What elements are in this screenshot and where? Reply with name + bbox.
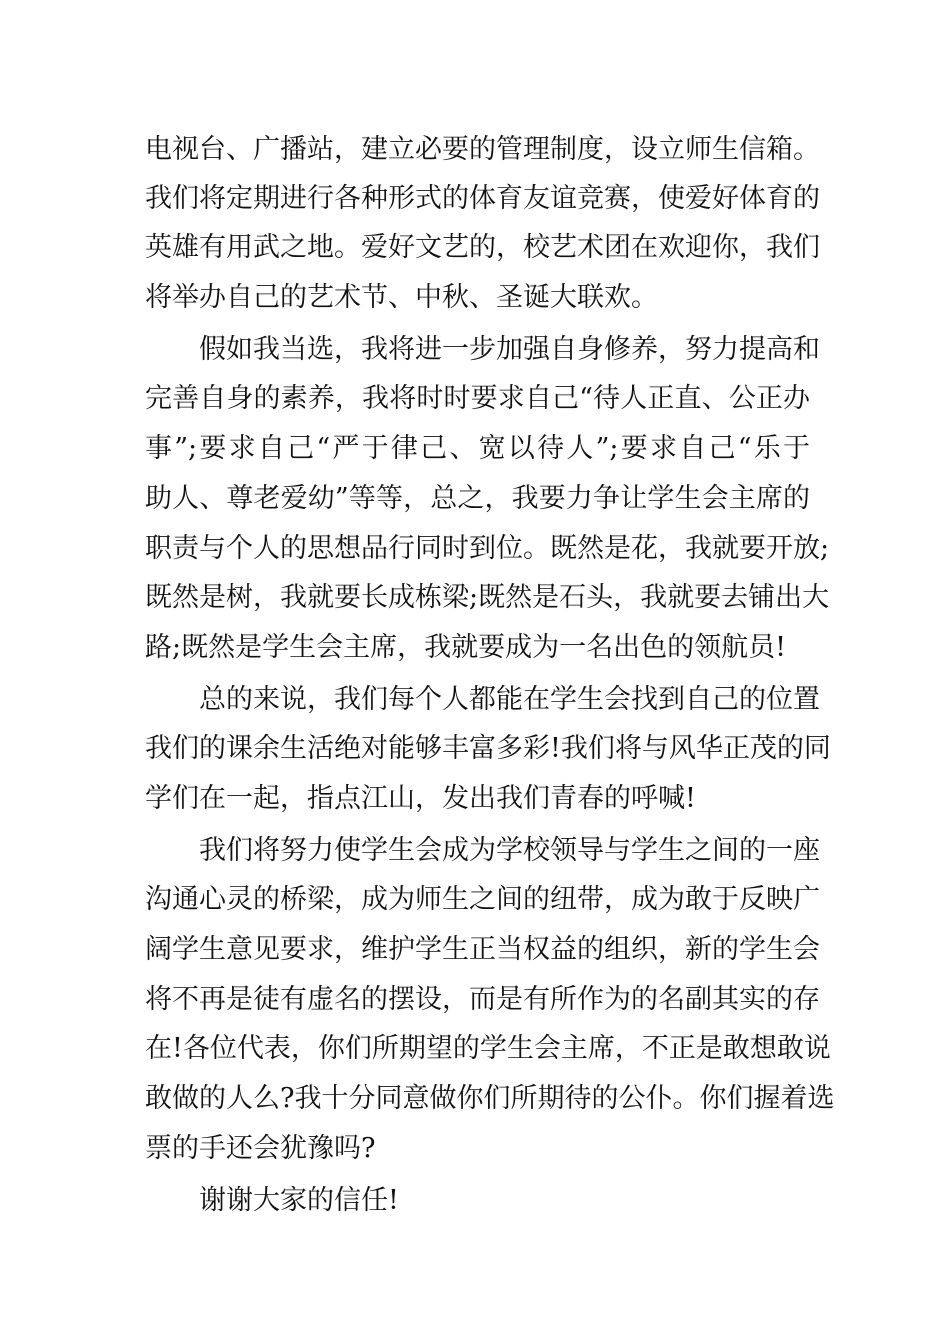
text-line: 学们在一起，指点江山，发出我们青春的呼喊! (145, 783, 696, 814)
paragraph-first-line: 我们将努力使学生会成为学校领导与学生之间的一座 (199, 835, 820, 866)
text-line: 职责与个人的思想品行同时到位。既然是花，我就要开放; (145, 533, 830, 564)
closing-line: 谢谢大家的信任! (199, 1185, 399, 1216)
text-line: 我们将定期进行各种形式的体育友谊竞赛，使爱好体育的 (145, 183, 820, 214)
text-line: 路;既然是学生会主席，我就要成为一名出色的领航员! (145, 632, 786, 663)
text-line: 事”;要求自己“严于律己、宽以待人”;要求自己“乐于 (145, 433, 810, 464)
text-line: 将举办自己的艺术节、中秋、圣诞大联欢。 (145, 282, 658, 313)
text-line: 在!各位代表，你们所期望的学生会主席，不正是敢想敢说 (145, 1033, 831, 1064)
text-line: 既然是树，我就要长成栋梁;既然是石头，我就要去铺出大 (145, 582, 830, 613)
text-line: 我们的课余生活绝对能够丰富多彩!我们将与风华正茂的同 (145, 733, 831, 764)
paragraph-first-line: 假如我当选，我将进一步加强自身修养，努力提高和 (199, 334, 820, 365)
text-line: 助人、尊老爱幼”等等，总之，我要力争让学生会主席的 (145, 483, 810, 514)
text-line: 电视台、广播站，建立必要的管理制度，设立师生信箱。 (145, 134, 820, 165)
text-line: 英雄有用武之地。爱好文艺的，校艺术团在欢迎你，我们 (145, 232, 820, 263)
paragraph-first-line: 总的来说，我们每个人都能在学生会找到自己的位置 (199, 684, 820, 715)
text-line: 敢做的人么?我十分同意做你们所期待的公仆。你们握着选 (145, 1083, 835, 1114)
text-line: 沟通心灵的桥梁，成为师生之间的纽带，成为敢于反映广 (145, 884, 820, 915)
text-line: 票的手还会犹豫吗? (145, 1133, 376, 1164)
text-line: 阔学生意见要求，维护学生正当权益的组织，新的学生会 (145, 934, 820, 965)
text-line: 将不再是徒有虚名的摆设，而是有所作为的名副其实的存 (145, 984, 820, 1015)
text-line: 完善自身的素养，我将时时要求自己“待人正直、公正办 (145, 383, 810, 414)
